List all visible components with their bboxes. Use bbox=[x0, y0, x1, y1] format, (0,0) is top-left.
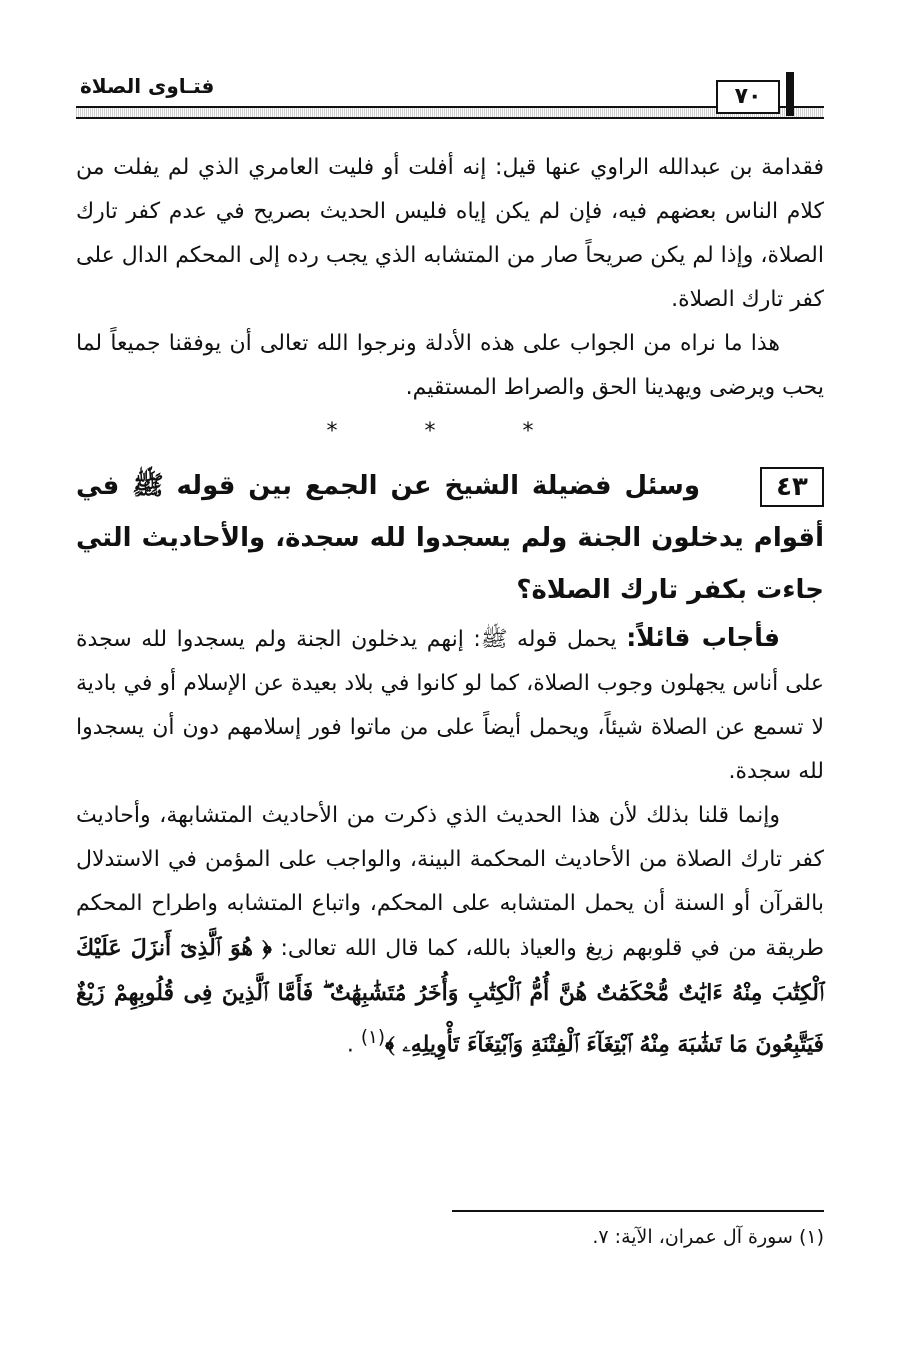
page-number: ٧٠ bbox=[716, 80, 780, 114]
footnote-reference: (١) bbox=[360, 1027, 386, 1048]
question-number: ٤٣ bbox=[760, 467, 824, 507]
answer-text: يحمل قوله ﷺ: إنهم يدخلون الجنة ولم يسجدوا لله سجدة على أناس يجهلون وجوب الصلاة، كما لو كانوا في بلاد بعيدة عن الإسلام أو في بادية لا تسمع عن الصلاة شيئاً، ويحمل أيضاً على من ماتوا فور إسلامهم دون أن يسجدوا لله سجدة. bbox=[76, 627, 824, 784]
answer-lead: فأجاب قائلاً: bbox=[626, 623, 780, 652]
footnote: (١) سورة آل عمران، الآية: ٧. bbox=[592, 1226, 824, 1248]
sentence-end: . bbox=[346, 1032, 354, 1058]
paragraph-conclusion: هذا ما نراه من الجواب على هذه الأدلة ونرجوا الله تعالى أن يوفقنا جميعاً لما يحب ويرضى ويهدينا الحق والصراط المستقيم. bbox=[76, 331, 824, 400]
question-text: وسئل فضيلة الشيخ عن الجمع بين قوله ﷺ في أقوام يدخلون الجنة ولم يسجدوا لله سجدة، والأحاديث التي جاءت بكفر تارك الصلاة؟ bbox=[76, 471, 824, 605]
question-block bbox=[76, 460, 824, 616]
answer-paragraph bbox=[76, 616, 824, 794]
footnote-rule bbox=[452, 1210, 824, 1212]
page-body bbox=[76, 146, 824, 1067]
reasoning-paragraph bbox=[76, 794, 824, 1067]
paragraph-continuation: فقدامة بن عبدالله الراوي عنها قيل: إنه أفلت أو فليت العامري الذي لم يفلت من كلام الناس بعضهم فيه، فإن لم يكن إياه فليس الحديث بصريح في عدم كفر تارك الصلاة، وإذا لم يكن صريحاً صار من المتشابه الذي يجب رده إلى المحكم الدال على كفر تارك الصلاة. bbox=[76, 155, 824, 312]
quran-verse: ﴿ هُوَ ٱلَّذِىٓ أَنزَلَ عَلَيْكَ ٱلْكِتَٰبَ مِنْهُ ءَايَٰتٌ مُّحْكَمَٰتٌ هُنَّ أُمُّ ٱلْكِتَٰبِ وَأُخَرُ مُتَشَٰبِهَٰتٌ ۖ فَأَمَّا ٱلَّذِينَ فِى قُلُوبِهِمْ زَيْغٌ فَيَتَّبِعُونَ مَا تَشَٰبَهَ مِنْهُ ٱبْتِغَآءَ ٱلْفِتْنَةِ وَٱبْتِغَآءَ تَأْوِيلِهِۦ ﴾ bbox=[76, 935, 824, 1058]
page-header bbox=[76, 72, 824, 118]
running-title: فتـاوى الصلاة bbox=[76, 74, 218, 98]
reasoning-text: وإنما قلنا بذلك لأن هذا الحديث الذي ذكرت من الأحاديث المتشابهة، وأحاديث كفر تارك الصلاة من الأحاديث المحكمة البينة، والواجب على المؤمن في الاستدلال بالقرآن أو السنة أن يحمل المتشابه على المحكم، واتباع المتشابه واطراح المحكم طريقة من في قلوبهم زيغ والعياذ بالله، كما قال الله تعالى: bbox=[76, 803, 824, 961]
page-number-bar bbox=[786, 72, 794, 116]
section-separator: * * * bbox=[326, 419, 574, 444]
header-rule bbox=[76, 106, 824, 119]
